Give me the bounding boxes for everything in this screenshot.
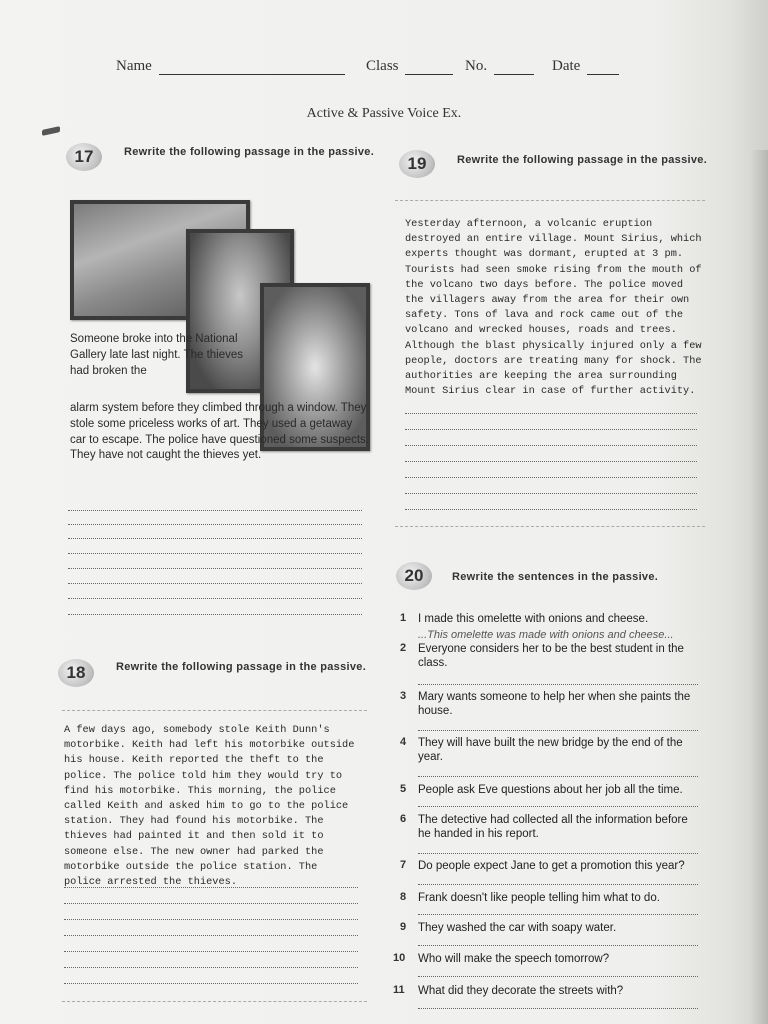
- exercise-19-passage: Yesterday afternoon, a volcanic eruption destroyed an entire village. Mount Sirius, which experts thought was dormant, erupted at 3 pm. Tourists had seen smoke rising from the mouth of the volcano two days before. The police moved the villagers away from the area for their own safety. Tons of lava and rock came out of the volcano and wrecked houses, roads and trees. Although the blast physically injured only a few people, doctors are treating many for shock. The authorities are keeping the area surrounding Mount Sirius clear in case of further activity.: [405, 218, 702, 398]
- answer-line[interactable]: [405, 445, 697, 446]
- question-text: Mary wants someone to help her when she paints the house.: [418, 691, 691, 717]
- answer-line[interactable]: [418, 776, 698, 777]
- name-label: Name: [116, 58, 152, 74]
- exercise-18-passage: A few days ago, somebody stole Keith Dunn's motorbike. Keith had left his motorbike outside his house. Keith reported the theft to the police. The police told him they would try to find his motorbike. This morning, the police called Keith and asked him to go to the police station. They had found his motorbike. The thieves had painted it and then sold it to someone else. The new owner had parked the motorbike outside the police station. The police arrested the thieves.: [64, 724, 355, 889]
- answer-line[interactable]: [405, 509, 697, 510]
- question-text: They will have built the new bridge by the end of the year.: [418, 737, 683, 763]
- exercise-19-box: [395, 200, 705, 527]
- answer-line[interactable]: [68, 614, 362, 615]
- name-field: [116, 58, 345, 75]
- question-text: Everyone considers her to be the best student in the class.: [418, 643, 684, 669]
- question-text: They washed the car with soapy water.: [418, 922, 617, 934]
- answer-line[interactable]: [64, 887, 358, 888]
- example-answer: ...This omelette was made with onions and cheese...: [418, 629, 674, 641]
- exercise-19-title: Rewrite the following passage in the passive.: [457, 154, 708, 166]
- question-number: 11: [393, 984, 405, 996]
- question-text: The detective had collected all the information before he handed in his report.: [418, 814, 688, 840]
- answer-line[interactable]: [418, 684, 698, 685]
- date-field: [552, 58, 619, 75]
- answer-line[interactable]: [68, 510, 362, 511]
- exercise-18-badge: 18: [58, 659, 94, 687]
- answer-line[interactable]: [68, 524, 362, 525]
- exercise-20-badge: 20: [396, 562, 432, 590]
- exercise-18-title: Rewrite the following passage in the passive.: [116, 661, 367, 673]
- answer-line[interactable]: [418, 853, 698, 854]
- question-text: I made this omelette with onions and cheese.: [418, 613, 649, 625]
- exercise-17-passage-top: Someone broke into the National Gallery late last night. The thieves had broken the: [70, 333, 244, 377]
- page-edge-shadow: [750, 150, 768, 1024]
- question-text: What did they decorate the streets with?: [418, 985, 624, 997]
- answer-line[interactable]: [418, 976, 698, 977]
- class-line: [405, 60, 453, 75]
- answer-line[interactable]: [418, 914, 698, 915]
- class-field: [366, 58, 453, 75]
- answer-line[interactable]: [418, 945, 698, 946]
- question-number: 8: [400, 891, 407, 903]
- no-field: [465, 58, 534, 75]
- page-title: Active & Passive Voice Ex.: [306, 106, 462, 121]
- question-text: Who will make the speech tomorrow?: [418, 953, 610, 965]
- answer-line[interactable]: [68, 568, 362, 569]
- no-label: No.: [465, 58, 488, 74]
- answer-line[interactable]: [64, 935, 358, 936]
- question-number: 5: [400, 783, 407, 795]
- exercise-17-title: Rewrite the following passage in the passive.: [124, 146, 375, 158]
- question-text: Do people expect Jane to get a promotion this year?: [418, 860, 685, 872]
- answer-line[interactable]: [64, 903, 358, 904]
- answer-line[interactable]: [418, 884, 698, 885]
- name-line: [159, 60, 345, 75]
- exercise-17-badge: 17: [66, 143, 102, 171]
- answer-line[interactable]: [405, 477, 697, 478]
- question-number: 9: [400, 921, 407, 933]
- answer-line[interactable]: [64, 951, 358, 952]
- header: [0, 58, 768, 80]
- date-label: Date: [552, 58, 581, 74]
- answer-line[interactable]: [68, 598, 362, 599]
- exercise-18-box: [62, 710, 367, 1002]
- question-number: 3: [400, 690, 407, 702]
- answer-line[interactable]: [405, 493, 697, 494]
- class-label: Class: [366, 58, 399, 74]
- answer-line[interactable]: [405, 461, 697, 462]
- exercise-17-passage-bottom: alarm system before they climbed through a window. They stole some priceless works of art. They used a getaway car to escape. The police have questioned some suspects. They have not caught the thieves yet.: [70, 402, 369, 462]
- question-number: 2: [400, 642, 407, 654]
- question-text: Frank doesn't like people telling him what to do.: [418, 892, 660, 904]
- question-number: 4: [400, 736, 407, 748]
- answer-line[interactable]: [68, 538, 362, 539]
- answer-line[interactable]: [64, 983, 358, 984]
- question-number: 6: [400, 813, 407, 825]
- question-number: 1: [400, 612, 407, 624]
- no-line: [494, 60, 534, 75]
- answer-line[interactable]: [418, 1008, 698, 1009]
- answer-line[interactable]: [405, 413, 697, 414]
- answer-line[interactable]: [418, 806, 698, 807]
- arrow-icon: [42, 126, 60, 136]
- answer-line[interactable]: [64, 967, 358, 968]
- date-line: [587, 60, 619, 75]
- question-number: 10: [393, 952, 406, 964]
- question-number: 7: [400, 859, 407, 871]
- answer-line[interactable]: [64, 919, 358, 920]
- question-text: People ask Eve questions about her job all the time.: [418, 784, 683, 796]
- exercise-19-badge: 19: [399, 150, 435, 178]
- exercise-20-title: Rewrite the sentences in the passive.: [452, 571, 659, 583]
- answer-line[interactable]: [418, 730, 698, 731]
- answer-line[interactable]: [68, 553, 362, 554]
- answer-line[interactable]: [68, 583, 362, 584]
- answer-line[interactable]: [405, 429, 697, 430]
